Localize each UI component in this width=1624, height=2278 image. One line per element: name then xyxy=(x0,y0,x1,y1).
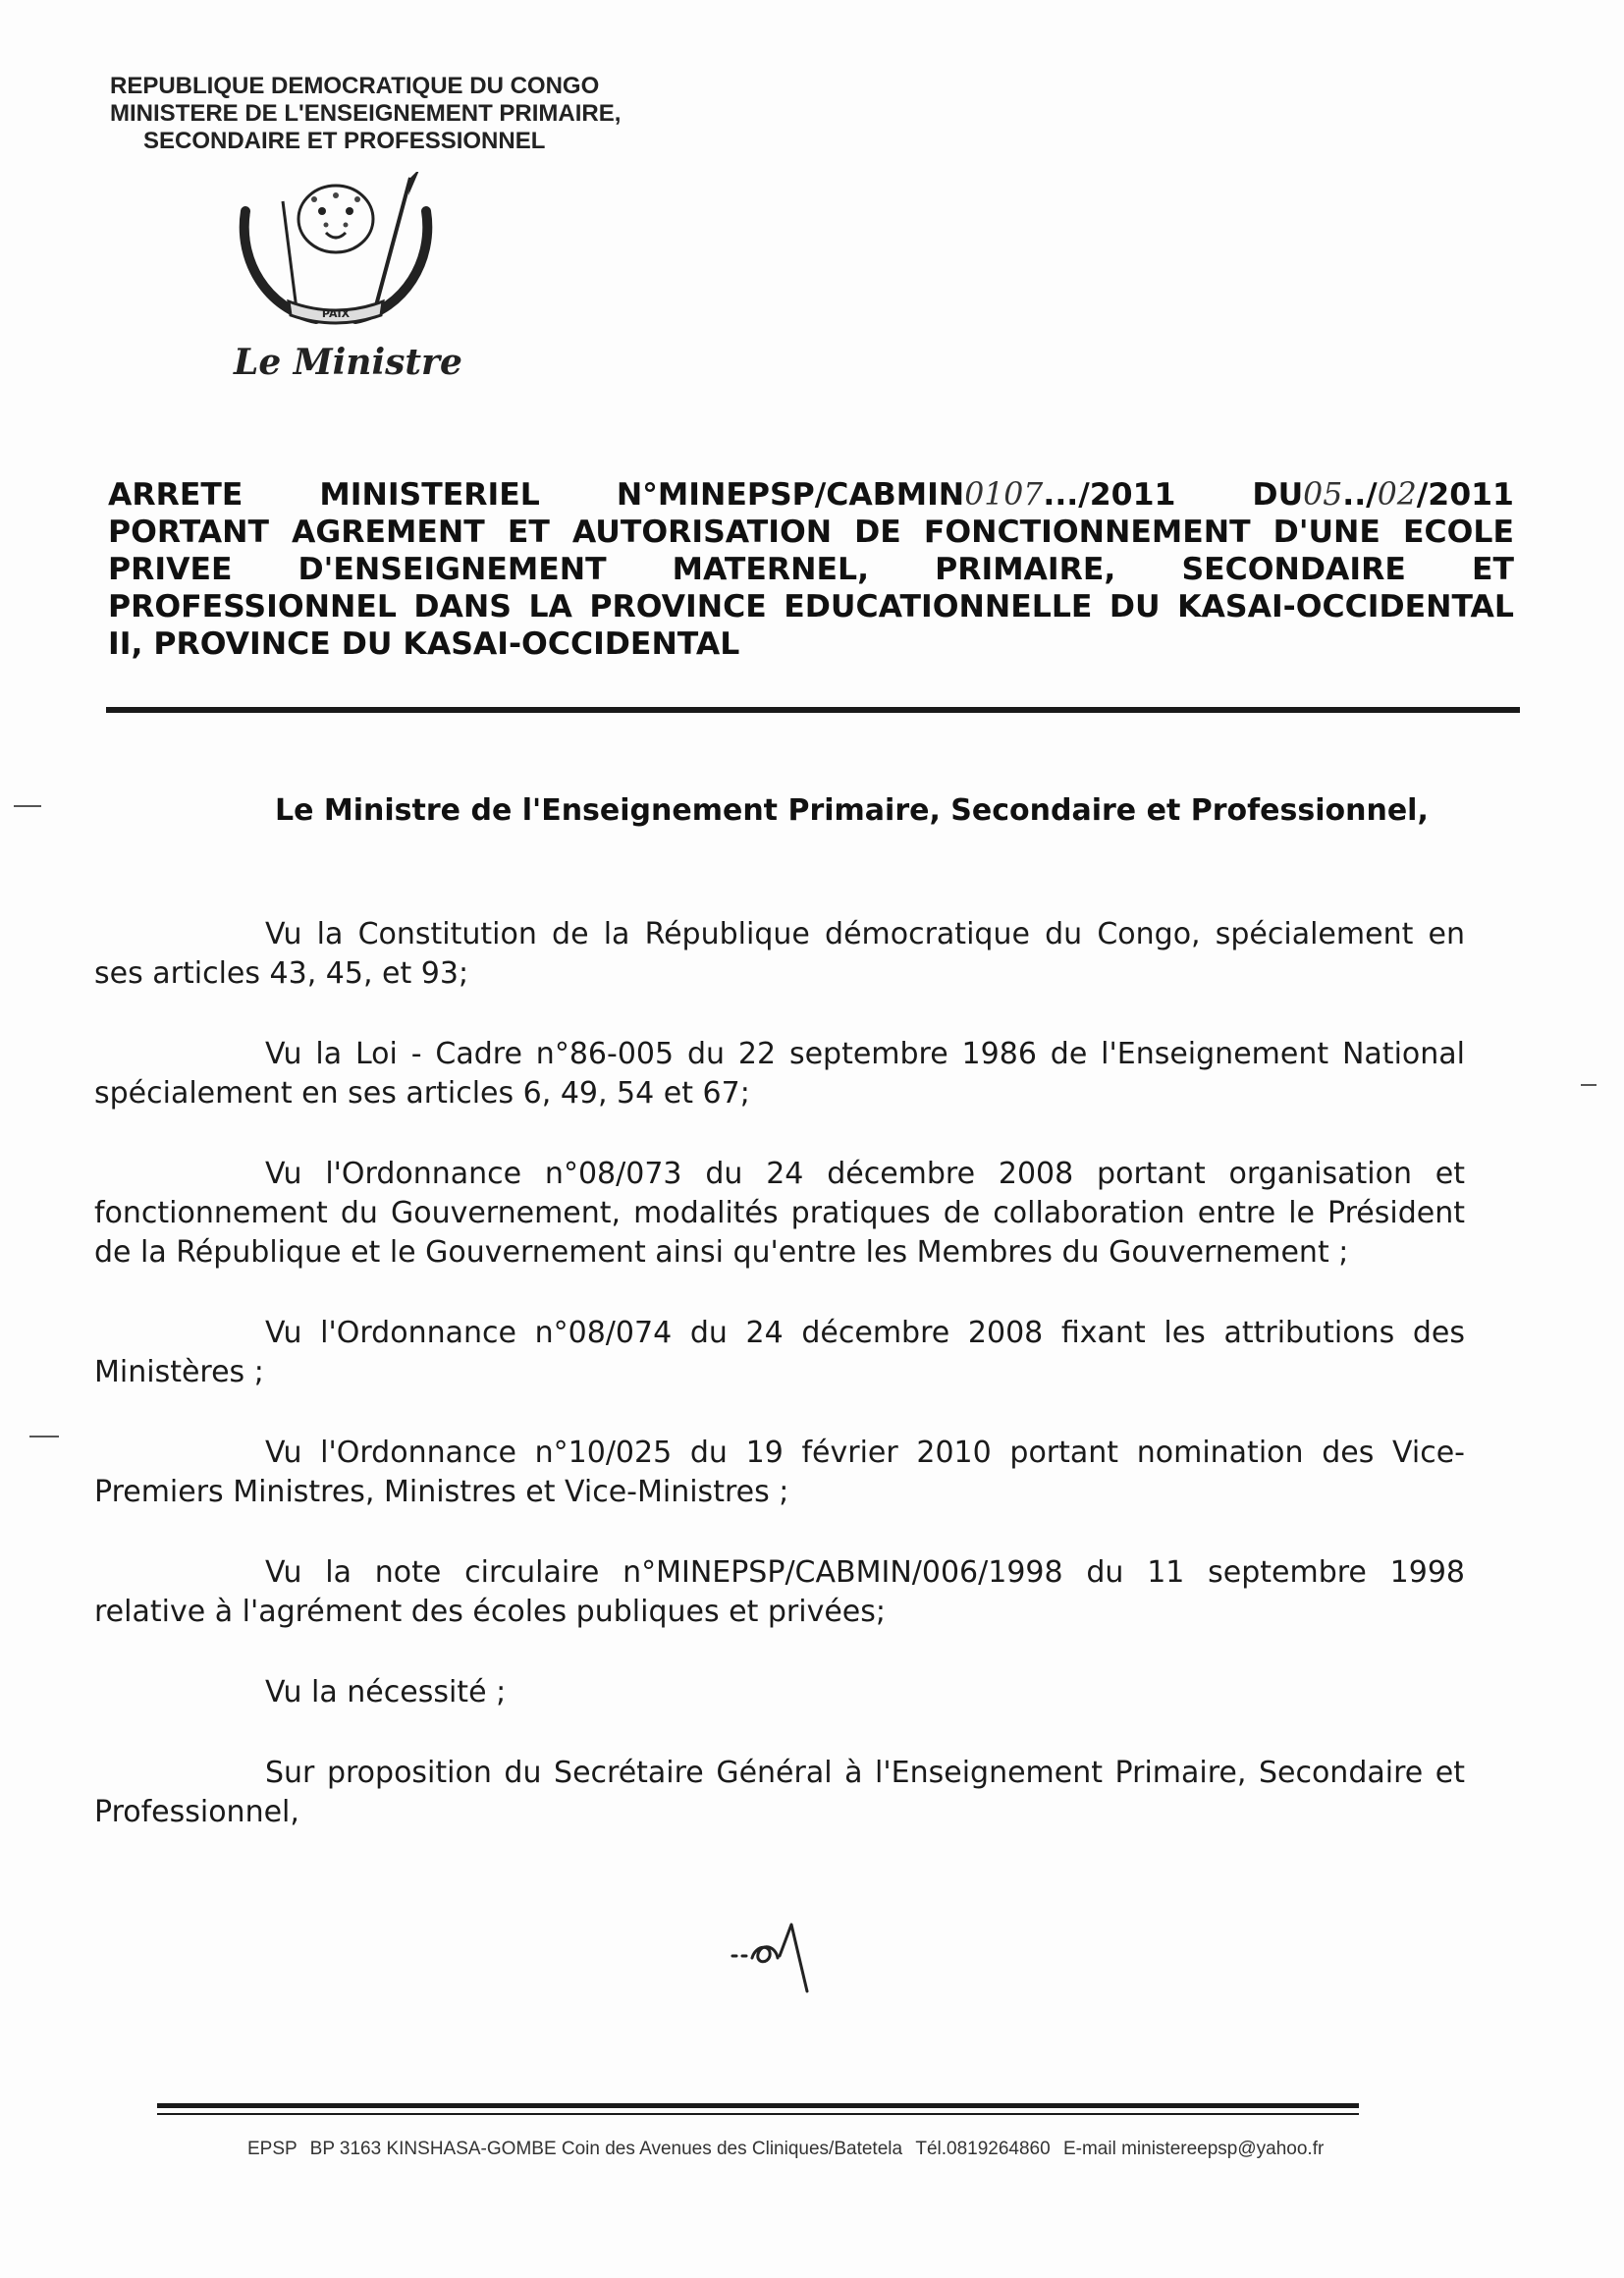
scan-mark xyxy=(1581,1084,1597,1086)
consideration-paragraph: Vu l'Ordonnance n°10/025 du 19 février 2010 portant nomination des Vice-Premiers Ministres, Ministres et Vice-Ministres ; xyxy=(94,1436,1465,1509)
consideration-paragraph: Sur proposition du Secrétaire Général à l'Enseignement Primaire, Secondaire et Professionnel, xyxy=(94,1756,1465,1829)
footer-address: BP 3163 KINSHASA-GOMBE Coin des Avenues des Cliniques/Batetela xyxy=(309,2139,903,2159)
consideration-paragraph: Vu la Constitution de la République démocratique du Congo, spécialement en ses articles 43, 45, et 93; xyxy=(94,917,1465,991)
decree-number-prefix: N°MINEPSP/CABMIN xyxy=(616,477,965,513)
decree-date xyxy=(1252,476,1514,514)
considerations xyxy=(94,915,1465,1873)
decree-number-year: .../2011 xyxy=(1043,477,1176,513)
footer-phone: Tél.0819264860 xyxy=(915,2139,1051,2159)
consideration-paragraph: Vu l'Ordonnance n°08/073 du 24 décembre 2008 portant organisation et fonctionnement du Gouvernement, modalités pratiques de collaboration entre le Président de la République et le Gouvernement ainsi qu'entre les Membres du Gouvernement ; xyxy=(94,1157,1465,1270)
letterhead-ministry-cont: SECONDAIRE ET PROFESSIONNEL xyxy=(143,128,546,154)
decree-subject: PORTANT AGREMENT ET AUTORISATION DE FONCTIONNEMENT D'UNE ECOLE PRIVEE D'ENSEIGNEMENT MATERNEL, PRIMAIRE, SECONDAIRE ET PROFESSIONNEL DANS LA PROVINCE EDUCATIONNELLE DU KASAI-OCCIDENTAL II, PROVINCE DU KASAI-OCCIDENTAL xyxy=(108,515,1514,662)
decree-date-year: /2011 xyxy=(1416,477,1514,513)
decree-type: ARRETE xyxy=(108,477,244,513)
consideration-paragraph: Vu l'Ordonnance n°08/074 du 24 décembre 2008 fixant les attributions des Ministères ; xyxy=(94,1316,1465,1389)
consideration-paragraph: Vu la Loi - Cadre n°86-005 du 22 septembre 1986 de l'Enseignement National spécialement en ses articles 6, 49, 54 et 67; xyxy=(94,1037,1465,1111)
handwritten-month: 02 xyxy=(1377,477,1417,513)
letterhead-ministry: MINISTERE DE L'ENSEIGNEMENT PRIMAIRE, xyxy=(110,100,622,127)
consideration-paragraph: Vu la note circulaire n°MINEPSP/CABMIN/006/1998 du 11 septembre 1998 relative à l'agrément des écoles publiques et privées; xyxy=(94,1555,1465,1629)
coat-of-arms-icon xyxy=(228,172,444,339)
footer-org: EPSP xyxy=(247,2139,298,2159)
decree-date-prefix: DU xyxy=(1252,477,1304,513)
letterhead-country: REPUBLIQUE DEMOCRATIQUE DU CONGO xyxy=(110,73,600,99)
footer-contact xyxy=(247,2139,1324,2160)
decree-number xyxy=(617,476,1176,514)
decree-qualifier: MINISTERIEL xyxy=(319,477,540,513)
letterhead xyxy=(110,73,621,155)
title-divider xyxy=(106,707,1520,713)
scan-mark xyxy=(29,1436,59,1437)
handwritten-initials-icon xyxy=(727,1915,835,2003)
decree-title xyxy=(108,476,1514,663)
footer-divider-thick xyxy=(157,2103,1359,2108)
minister-title: Le Ministre xyxy=(234,342,462,383)
decree-date-sep: ../ xyxy=(1342,477,1378,513)
preamble: Le Ministre de l'Enseignement Primaire, Secondaire et Professionnel, xyxy=(275,793,1429,828)
consideration-paragraph: Vu la nécessité ; xyxy=(265,1675,507,1709)
decree-reference-line xyxy=(108,476,1514,514)
footer-divider-thin xyxy=(157,2113,1359,2115)
handwritten-day: 05 xyxy=(1303,477,1343,513)
emblem-motto: PAIX xyxy=(321,307,351,320)
handwritten-number: 0107 xyxy=(964,477,1044,513)
scan-mark xyxy=(14,805,41,807)
footer-email: E-mail ministereepsp@yahoo.fr xyxy=(1062,2139,1325,2159)
